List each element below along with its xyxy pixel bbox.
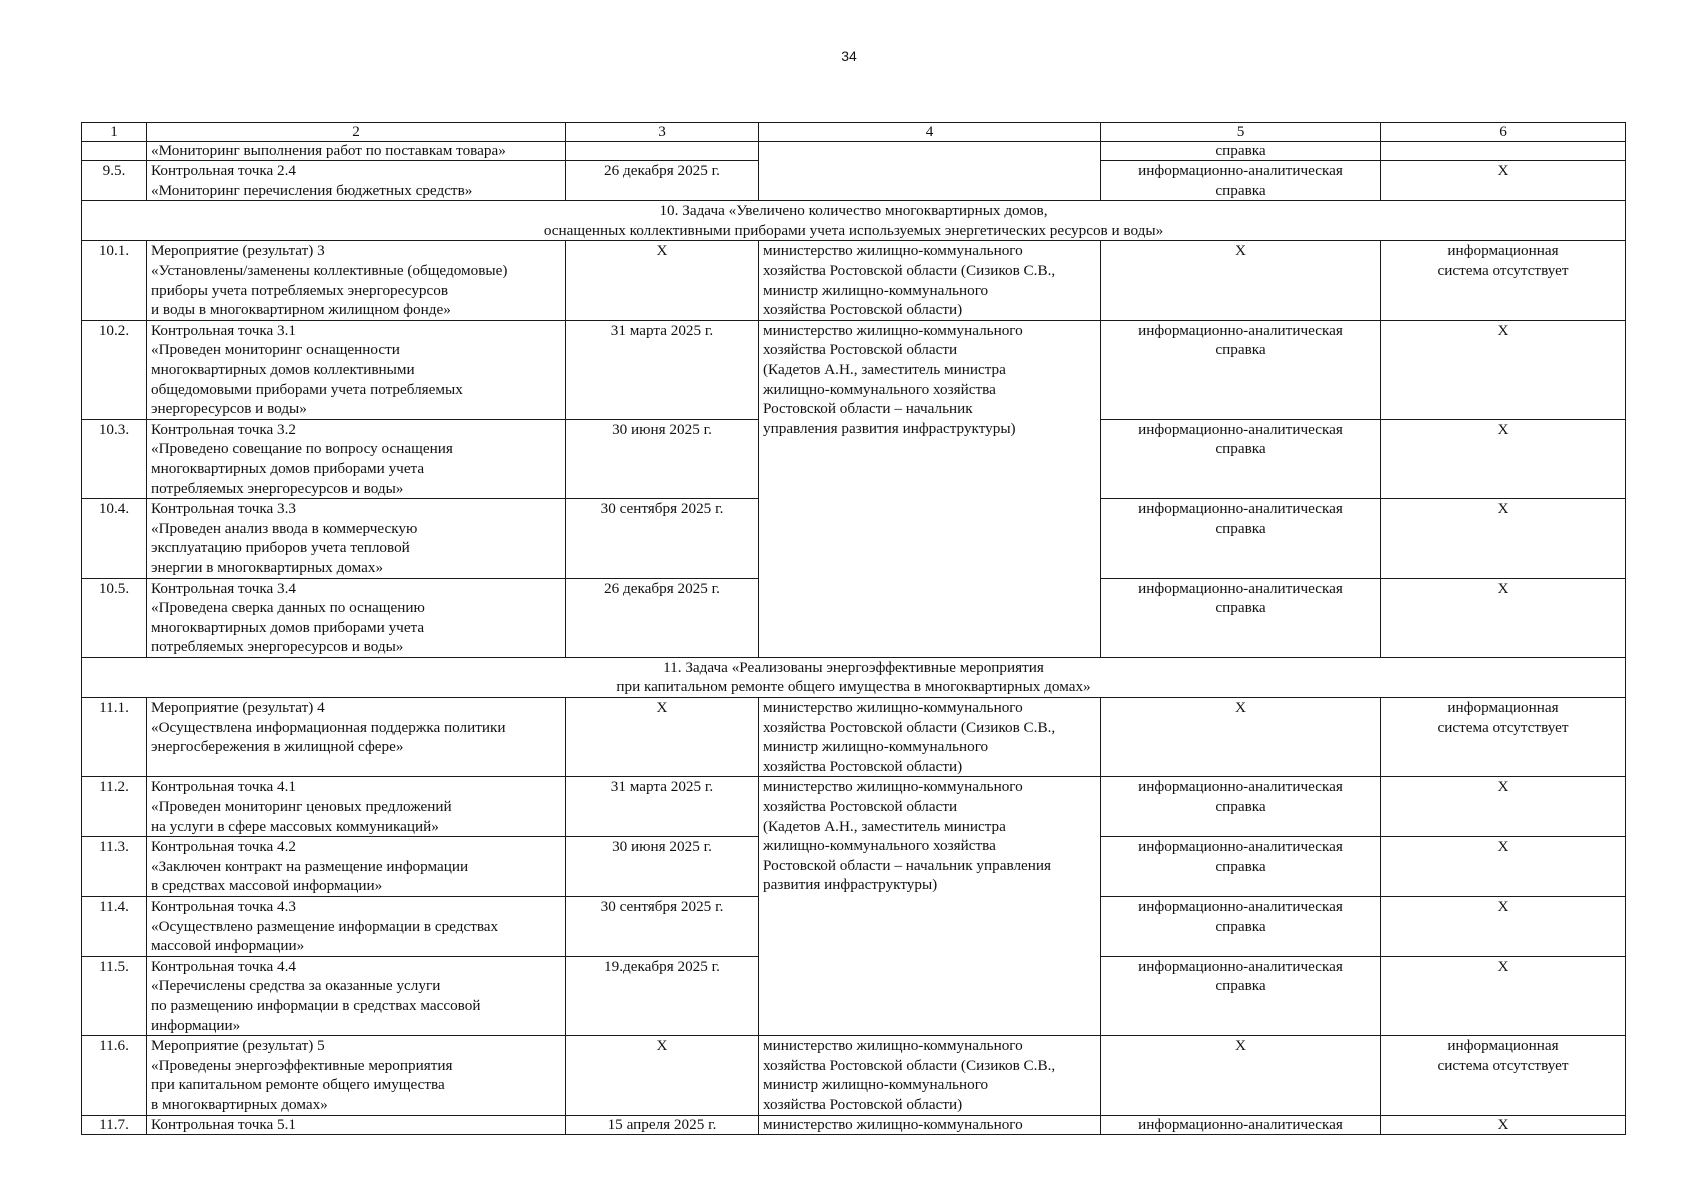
task-heading-row [82, 201, 1626, 241]
item-title: Контрольная точка 3.3 «Проведен анализ ввода в коммерческую эксплуатацию приборов учета тепловой энергии в многоквартирных домах» [147, 499, 566, 578]
deadline: X [566, 698, 759, 777]
item-title: Контрольная точка 3.1 «Проведен мониторинг оснащенности многоквартирных домов коллективными общедомовыми приборами учета потребляемых энергоресурсов и воды» [147, 320, 566, 419]
table-row [82, 1036, 1626, 1115]
item-title: «Мониторинг выполнения работ по поставкам товара» [147, 142, 566, 161]
row-number: 10.3. [82, 419, 147, 498]
information-system: X [1381, 578, 1626, 657]
column-number: 4 [759, 123, 1101, 142]
column-number: 5 [1101, 123, 1381, 142]
responsible [759, 142, 1101, 201]
information-system: X [1381, 837, 1626, 897]
row-number: 11.1. [82, 698, 147, 777]
row-number: 10.1. [82, 241, 147, 320]
responsible: министерство жилищно-коммунального хозяйства Ростовской области (Кадетов А.Н., заместитель министра жилищно-коммунального хозяйства Ростовской области – начальник управления развития инфраструктуры) [759, 777, 1101, 1036]
task-heading-row [82, 657, 1626, 697]
deadline: X [566, 1036, 759, 1115]
table-row [82, 698, 1626, 777]
task-heading: 11. Задача «Реализованы энергоэффективные мероприятия при капитальном ремонте общего имущества в многоквартирных домах» [82, 657, 1626, 697]
column-number-row [82, 123, 1626, 142]
information-system: X [1381, 897, 1626, 957]
row-number: 11.5. [82, 956, 147, 1035]
item-title: Мероприятие (результат) 4 «Осуществлена информационная поддержка политики энергосбережения в жилищной сфере» [147, 698, 566, 777]
row-number: 10.4. [82, 499, 147, 578]
table-row [82, 142, 1626, 161]
table-row [82, 1115, 1626, 1134]
implementation-plan-table [81, 122, 1626, 1135]
information-system [1381, 142, 1626, 161]
deadline: X [566, 241, 759, 320]
confirming-document: информационно-аналитическая справка [1101, 419, 1381, 498]
item-title: Контрольная точка 3.4 «Проведена сверка данных по оснащению многоквартирных домов приборами учета потребляемых энергоресурсов и воды» [147, 578, 566, 657]
row-number: 11.3. [82, 837, 147, 897]
table-row [82, 241, 1626, 320]
confirming-document: X [1101, 241, 1381, 320]
information-system: информационная система отсутствует [1381, 698, 1626, 777]
responsible: министерство жилищно-коммунального хозяйства Ростовской области (Сизиков С.В., министр жилищно-коммунального хозяйства Ростовской области) [759, 698, 1101, 777]
confirming-document: информационно-аналитическая справка [1101, 956, 1381, 1035]
deadline [566, 142, 759, 161]
row-number: 9.5. [82, 161, 147, 201]
row-number: 11.4. [82, 897, 147, 957]
confirming-document: информационно-аналитическая [1101, 1115, 1381, 1134]
row-number: 11.7. [82, 1115, 147, 1134]
item-title: Контрольная точка 3.2 «Проведено совещание по вопросу оснащения многоквартирных домов приборами учета потребляемых энергоресурсов и воды» [147, 419, 566, 498]
information-system: информационная система отсутствует [1381, 1036, 1626, 1115]
item-title: Контрольная точка 4.4 «Перечислены средства за оказанные услуги по размещению информации в средствах массовой информации» [147, 956, 566, 1035]
item-title: Мероприятие (результат) 5 «Проведены энергоэффективные мероприятия при капитальном ремонте общего имущества в многоквартирных домах» [147, 1036, 566, 1115]
confirming-document: информационно-аналитическая справка [1101, 837, 1381, 897]
information-system: X [1381, 1115, 1626, 1134]
item-title: Мероприятие (результат) 3 «Установлены/заменены коллективные (общедомовые) приборы учета потребляемых энергоресурсов и воды в многоквартирном жилищном фонде» [147, 241, 566, 320]
row-number: 11.2. [82, 777, 147, 837]
column-number: 1 [82, 123, 147, 142]
responsible: министерство жилищно-коммунального [759, 1115, 1101, 1134]
deadline: 31 марта 2025 г. [566, 777, 759, 837]
row-number: 10.5. [82, 578, 147, 657]
column-number: 6 [1381, 123, 1626, 142]
information-system: X [1381, 956, 1626, 1035]
information-system: X [1381, 419, 1626, 498]
deadline: 30 июня 2025 г. [566, 419, 759, 498]
confirming-document: информационно-аналитическая справка [1101, 578, 1381, 657]
column-number: 3 [566, 123, 759, 142]
confirming-document: X [1101, 698, 1381, 777]
deadline: 26 декабря 2025 г. [566, 161, 759, 201]
deadline: 19.декабря 2025 г. [566, 956, 759, 1035]
row-number: 11.6. [82, 1036, 147, 1115]
table-row [82, 320, 1626, 419]
deadline: 26 декабря 2025 г. [566, 578, 759, 657]
information-system: X [1381, 499, 1626, 578]
deadline: 15 апреля 2025 г. [566, 1115, 759, 1134]
responsible: министерство жилищно-коммунального хозяйства Ростовской области (Кадетов А.Н., заместитель министра жилищно-коммунального хозяйства Ростовской области – начальник управления развития инфраструктуры) [759, 320, 1101, 657]
information-system: X [1381, 161, 1626, 201]
confirming-document: информационно-аналитическая справка [1101, 499, 1381, 578]
responsible: министерство жилищно-коммунального хозяйства Ростовской области (Сизиков С.В., министр жилищно-коммунального хозяйства Ростовской области) [759, 1036, 1101, 1115]
row-number: 10.2. [82, 320, 147, 419]
confirming-document: информационно-аналитическая справка [1101, 161, 1381, 201]
table-row [82, 777, 1626, 837]
item-title: Контрольная точка 2.4 «Мониторинг перечисления бюджетных средств» [147, 161, 566, 201]
item-title: Контрольная точка 5.1 [147, 1115, 566, 1134]
responsible: министерство жилищно-коммунального хозяйства Ростовской области (Сизиков С.В., министр жилищно-коммунального хозяйства Ростовской области) [759, 241, 1101, 320]
information-system: информационная система отсутствует [1381, 241, 1626, 320]
information-system: X [1381, 320, 1626, 419]
deadline: 30 сентября 2025 г. [566, 897, 759, 957]
task-heading: 10. Задача «Увеличено количество многоквартирных домов, оснащенных коллективными приборами учета используемых энергетических ресурсов и воды» [82, 201, 1626, 241]
confirming-document: информационно-аналитическая справка [1101, 777, 1381, 837]
information-system: X [1381, 777, 1626, 837]
confirming-document: справка [1101, 142, 1381, 161]
deadline: 30 июня 2025 г. [566, 837, 759, 897]
confirming-document: X [1101, 1036, 1381, 1115]
confirming-document: информационно-аналитическая справка [1101, 320, 1381, 419]
item-title: Контрольная точка 4.3 «Осуществлено размещение информации в средствах массовой информации» [147, 897, 566, 957]
item-title: Контрольная точка 4.2 «Заключен контракт на размещение информации в средствах массовой информации» [147, 837, 566, 897]
item-title: Контрольная точка 4.1 «Проведен мониторинг ценовых предложений на услуги в сфере массовых коммуникаций» [147, 777, 566, 837]
page-number: 34 [841, 48, 857, 64]
deadline: 30 сентября 2025 г. [566, 499, 759, 578]
column-number: 2 [147, 123, 566, 142]
confirming-document: информационно-аналитическая справка [1101, 897, 1381, 957]
deadline: 31 марта 2025 г. [566, 320, 759, 419]
row-number [82, 142, 147, 161]
